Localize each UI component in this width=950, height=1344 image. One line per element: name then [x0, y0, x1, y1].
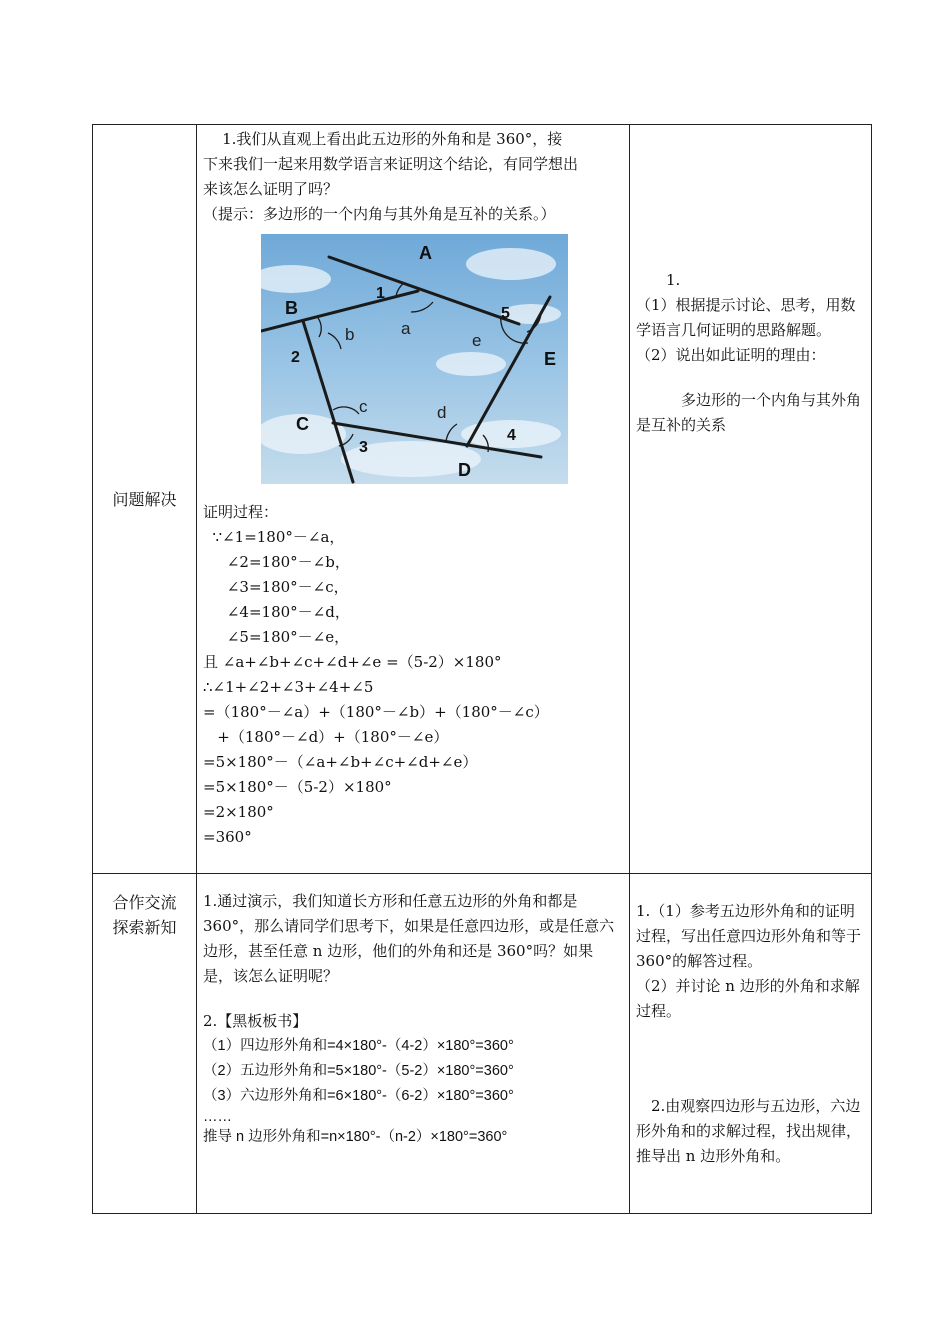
row-label-text: 合作交流	[112, 893, 177, 912]
proof-line: =（180°－∠a）+（180°－∠b）+（180°－∠c）	[203, 703, 549, 721]
vertex-label-D: D	[458, 460, 471, 480]
vertex-label-B: B	[285, 298, 298, 318]
proof-line: =2×180°	[203, 803, 274, 821]
proof-line: ∠5=180°－∠e，	[203, 628, 350, 646]
interior-angle-label-e: e	[472, 331, 482, 350]
exterior-angle-label-3: 3	[359, 439, 368, 456]
hint-line: （提示：多边形的一个内角与其外角是互补的关系。）	[203, 205, 556, 223]
proof-block	[203, 500, 623, 850]
board-title: 2.【黑板板书】	[203, 1012, 308, 1030]
intro-line: 下来我们一起来用数学语言来证明这个结论，有同学想出	[203, 155, 579, 173]
column-divider	[196, 125, 197, 1213]
proof-title: 证明过程：	[203, 503, 279, 521]
vertex-label-C: C	[296, 414, 309, 434]
board-line: ……	[203, 1109, 232, 1125]
activity-step-1: 1.（1）参考五边形外角和的证明过程，写出任意四边形外角和等于 360°的解答过程。	[636, 902, 862, 970]
board-line: 推导 n 边形外角和=n×180°-（n-2）×180°=360°	[203, 1129, 508, 1145]
vertex-label-E: E	[544, 349, 557, 369]
column-divider	[629, 125, 630, 1213]
interior-angle-label-c: c	[359, 397, 368, 416]
proof-line: ∵∠1=180°－∠a，	[203, 528, 345, 546]
proof-line: =5×180°－（5-2）×180°	[203, 778, 392, 796]
proof-line: ∠2=180°－∠b，	[203, 553, 350, 571]
activity-step-2: （2）并讨论 n 边形的外角和求解过程。	[636, 977, 860, 1020]
pentagon-exterior-angle-figure	[261, 234, 568, 484]
board-line: （1）四边形外角和=4×180°-（4-2）×180°=360°	[203, 1038, 514, 1054]
board-line: （3）六边形外角和=6×180°-（6-2）×180°=360°	[203, 1088, 514, 1104]
board-line: （2）五边形外角和=5×180°-（5-2）×180°=360°	[203, 1063, 514, 1079]
intro-line: 来该怎么证明了吗？	[203, 180, 339, 198]
activity-step-3: 2.由观察四边形与五边形，六边形外角和的求解过程，找出规律，推导出 n 边形外角和。	[636, 1097, 862, 1165]
row-label-text: 探索新知	[112, 918, 177, 937]
proof-line: ∠3=180°－∠c，	[203, 578, 349, 596]
proof-line: =5×180°－（∠a+∠b+∠c+∠d+∠e）	[203, 753, 478, 771]
exterior-angle-label-1: 1	[376, 285, 385, 302]
vertex-label-A: A	[419, 243, 432, 263]
exploration-intro: 1.通过演示，我们知道长方形和任意五边形的外角和都是 360°，那么请同学们思考下，如果是任意四边形，或是任意六边形，甚至任意 n 边形，他们的外角和还是 360°吗？如果是，该怎么证明呢？	[203, 892, 615, 985]
activity-step-1: （1）根据提示讨论、思考，用数学语言几何证明的思路解题。	[636, 296, 856, 339]
interior-angle-label-d: d	[437, 403, 447, 422]
proof-line: ∴∠1+∠2+∠3+∠4+∠5	[203, 678, 374, 696]
intro-line: 1.我们从直观上看出此五边形的外角和是 360°，接	[203, 130, 563, 148]
row-divider	[93, 873, 871, 874]
proof-line: =360°	[203, 828, 252, 846]
student-activity-exploration	[636, 899, 866, 1169]
interior-angle-label-a: a	[401, 319, 411, 338]
exterior-angle-label-4: 4	[507, 427, 516, 444]
activity-number: 1.	[666, 271, 681, 289]
exterior-angle-label-2: 2	[291, 349, 300, 366]
activity-reason: 多边形的一个内角与其外角是互补的关系	[636, 391, 862, 434]
exploration-content	[203, 889, 623, 1150]
row-label-problem-solving	[93, 125, 196, 873]
row-label-text: 问题解决	[112, 489, 177, 509]
student-activity-problem	[636, 268, 866, 438]
interior-angle-label-b: b	[345, 325, 355, 344]
problem-intro	[203, 127, 623, 227]
exterior-angle-label-5: 5	[501, 305, 510, 322]
lesson-table	[92, 124, 872, 1214]
proof-line: 且 ∠a+∠b+∠c+∠d+∠e =（5-2）×180°	[203, 653, 502, 671]
activity-step-2: （2）说出如此证明的理由：	[636, 346, 826, 364]
row-label-cooperation	[93, 885, 196, 945]
proof-line: ∠4=180°－∠d，	[203, 603, 350, 621]
proof-line: +（180°－∠d）+（180°－∠e）	[203, 728, 449, 746]
